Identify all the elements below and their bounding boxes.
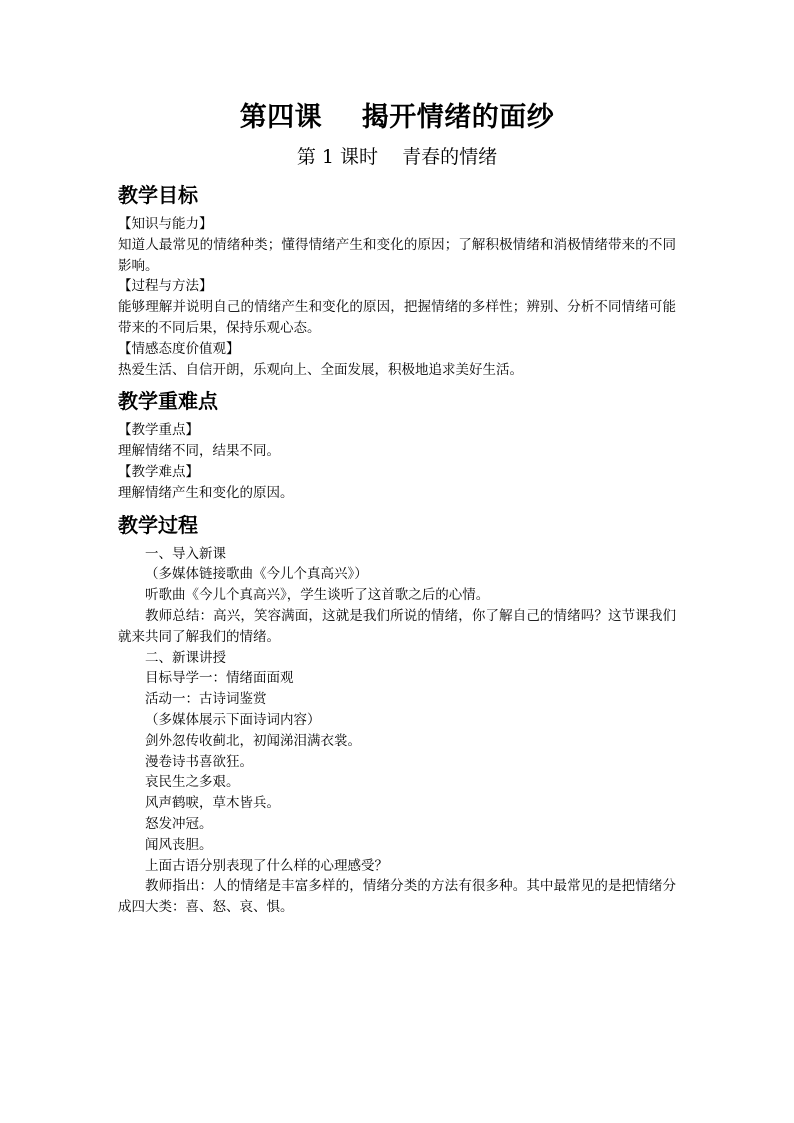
focus-text: 理解情绪不同，结果不同。 (118, 443, 280, 460)
process-line: （多媒体展示下面诗词内容） (145, 711, 321, 728)
poem-line: 闻风丧胆。 (145, 836, 213, 853)
poem-line: 剑外忽传收蓟北，初闻涕泪满衣裳。 (145, 732, 361, 749)
process-method-text: 能够理解并说明自己的情绪产生和变化的原因，把握情绪的多样性；辨别、分析不同情绪可能带来的不同后果，保持乐观心态。 (118, 299, 676, 336)
process-method-label: 【过程与方法】 (118, 278, 213, 295)
process-line: 目标导学一：情绪面面观 (145, 670, 294, 687)
section-teaching-process (118, 510, 676, 918)
difficulty-label: 【教学难点】 (118, 463, 199, 480)
objectives-heading: 教学目标 (118, 183, 198, 207)
poem-line: 哀民生之多艰。 (145, 774, 240, 791)
emotion-value-label: 【情感态度价值观】 (118, 340, 240, 357)
knowledge-text: 知道人最常见的情绪种类；懂得情绪产生和变化的原因；了解积极情绪和消极情绪带来的不同影响。 (118, 236, 676, 274)
key-points-heading: 教学重难点 (118, 389, 218, 414)
section-objectives (118, 180, 676, 380)
process-line: 听歌曲《今儿个真高兴》，学生谈听了这首歌之后的心情。 (145, 587, 490, 604)
lesson-subtitle: 第 1 课时 青春的情绪 (296, 146, 498, 168)
process-line: 上面古语分别表现了什么样的心理感受？ (145, 857, 388, 874)
difficulty-text: 理解情绪产生和变化的原因。 (118, 484, 294, 501)
poem-line: 怒发冲冠。 (145, 815, 213, 832)
process-line: （多媒体链接歌曲《今儿个真高兴》） (145, 566, 368, 583)
process-line: 活动一：古诗词鉴赏 (145, 691, 267, 708)
teacher-summary: 教师总结：高兴，笑容满面，这就是我们所说的情绪，你了解自己的情绪吗？这节课我们就来共同了解我们的情绪。 (118, 607, 676, 645)
poem-line: 漫卷诗书喜欲狂。 (145, 753, 253, 770)
process-line: 二、新课讲授 (145, 649, 226, 666)
teacher-point: 教师指出：人的情绪是丰富多样的，情绪分类的方法有很多种。其中最常见的是把情绪分成四大类：喜、怒、哀、惧。 (118, 878, 676, 916)
document-page (118, 96, 676, 918)
process-line: 一、导入新课 (145, 545, 226, 562)
focus-label: 【教学重点】 (118, 422, 199, 439)
process-heading: 教学过程 (118, 512, 198, 537)
emotion-value-text: 热爱生活、自信开朗，乐观向上、全面发展，积极地追求美好生活。 (118, 361, 523, 378)
knowledge-label: 【知识与能力】 (118, 216, 213, 232)
section-key-points (118, 386, 676, 503)
lesson-title: 第四课 揭开情绪的面纱 (239, 102, 555, 133)
poem-line: 风声鹤唳，草木皆兵。 (145, 795, 280, 812)
